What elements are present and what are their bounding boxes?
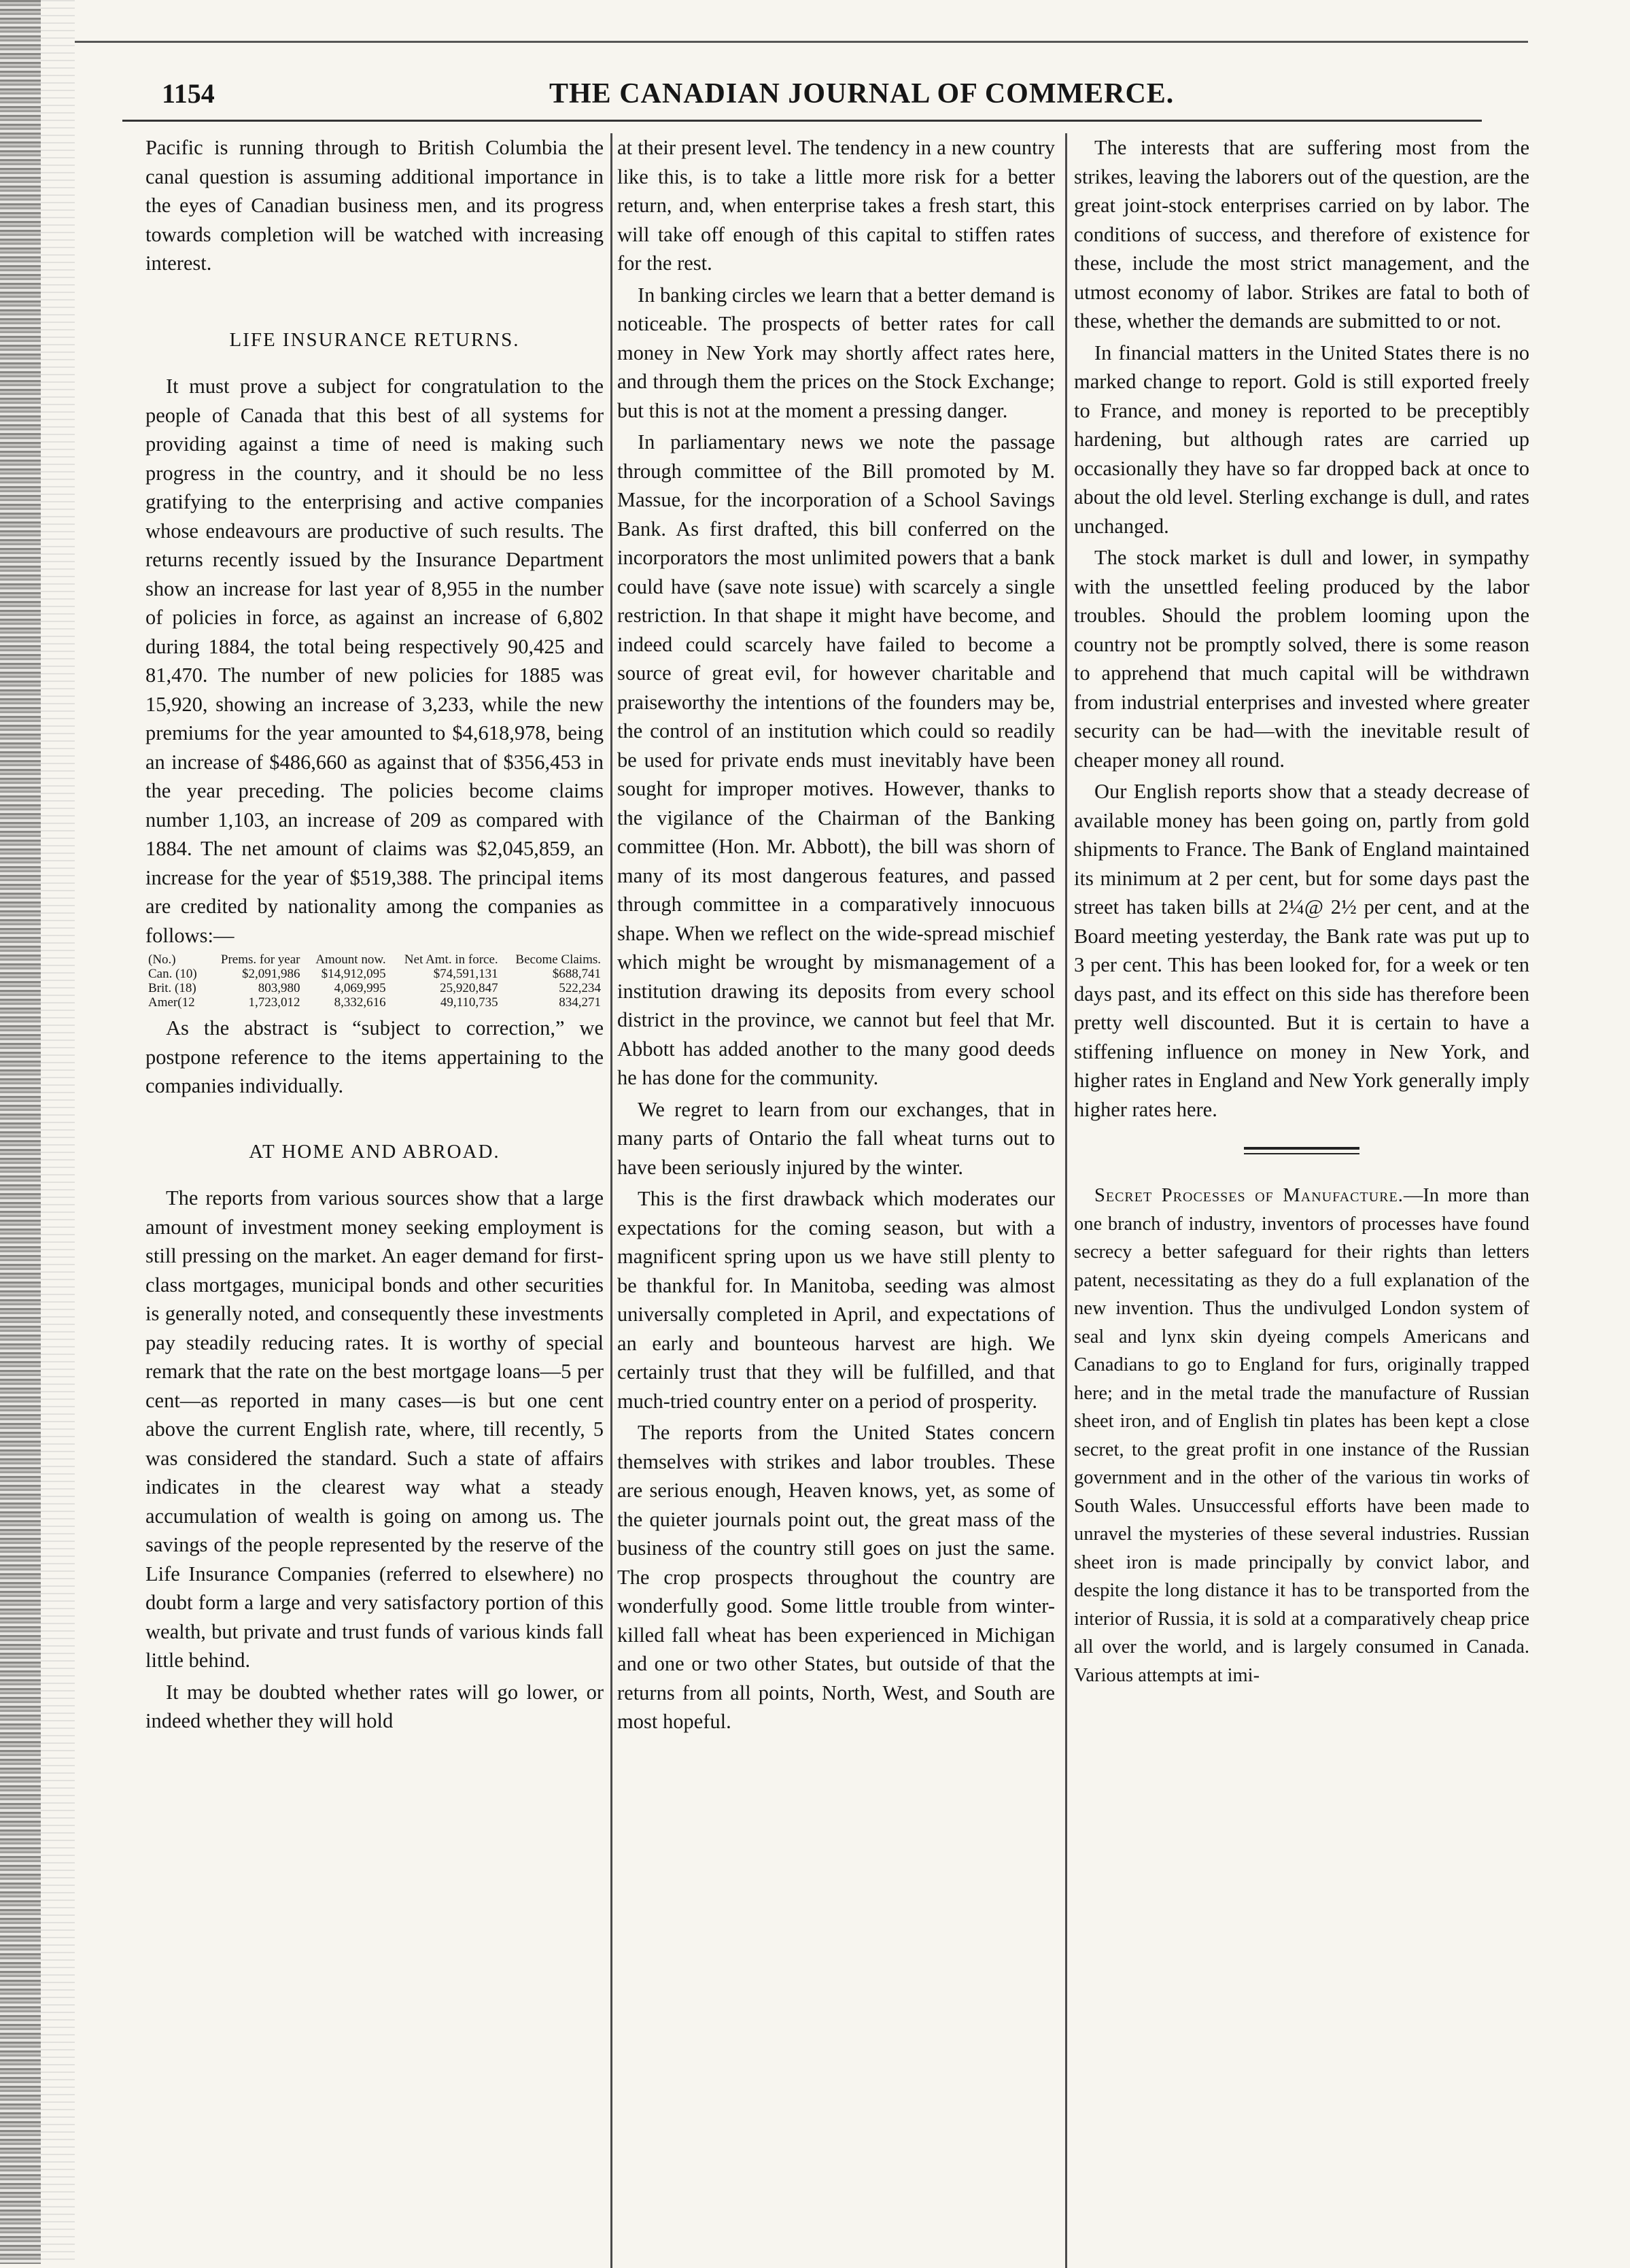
column-rule <box>610 133 612 2268</box>
header-rule <box>122 120 1482 122</box>
insurance-returns-table <box>145 952 604 1010</box>
paragraph-wheat: We regret to learn from our exchanges, that in many parts of Ontario the fall wheat turns out to have been seriously injured by the winter. <box>617 1097 1055 1179</box>
column-right <box>1074 133 1529 2241</box>
paragraph-abstract: As the abstract is “subject to correction,” we postpone reference to the items appertaining to the companies individually. <box>145 1016 604 1097</box>
table-header: Amount now. <box>315 952 386 967</box>
secret-processes-text: —In more than one branch of industry, inventors of processes have found secrecy a better safeguard for their rights than letters patent, necessitating as they do a full explanation of the new invention. Thus the undivulged London system of seal and lynx skin dyeing compels Americans and Canadians to go to England for furs, originally trapped here; and in the metal trade the manufacture of Russian sheet iron, and of English tin plates has been kept a close secret, to the great profit in one instance of the Russian government and in the other of the various tin works of South Wales. Unsuccessful efforts have been made to unravel the mysteries of these several industries. Russian sheet iron is made principally by convict labor, and despite the long distance it has to be transported from the interior of Russia, it is sold at a comparatively cheap price all over the world, and is largely consumed in Canada. Various attempts at imi- <box>1074 1185 1529 1686</box>
paragraph-rates-continued: at their present level. The tendency in a new country like this, is to take a little more risk for a better return, and, when enterprise takes a fresh start, this will take off enough of this capital to stiffen rates for the rest. <box>617 136 1055 275</box>
page-number: 1154 <box>162 78 215 109</box>
table-header: Prems. for year <box>220 952 300 967</box>
table-cell: 1,723,012 <box>248 995 300 1010</box>
page-top-edge <box>75 41 1528 43</box>
table-cell: 522,234 <box>559 981 601 995</box>
table-cell: 803,980 <box>258 981 300 995</box>
table-cell: 49,110,735 <box>440 995 498 1010</box>
column-middle <box>617 133 1055 2241</box>
table-cell: 834,271 <box>559 995 601 1010</box>
paragraph-banking: In banking circles we learn that a better demand is noticeable. The prospects of better rates for call money in New York may shortly affect rates here, and through them the prices on the Stock Exchange; but this is not at the moment a pressing danger. <box>617 283 1055 422</box>
paragraph-investment: The reports from various sources show that a large amount of investment money seeking employment is still pressing on the market. An eager demand for first-class mortgages, municipal bonds and other securities is generally noted, and consequently these investments pay steadily reducing rates. It is worthy of special remark that the rate on the best mortgage loans—5 per cent—as reported in many cases—is but one cent above the current English rate, where, till recently, 5 was considered the standard. Such a state of affairs indicates in the clearest way what a steady accumulation of wealth is going on among us. The savings of the people represented by the reserve of the Life Insurance Companies (referred to elsewhere) no doubt form a large and very satisfactory portion of this wealth, but private and trust funds of various kinds fall little behind. <box>145 1186 604 1672</box>
journal-title: THE CANADIAN JOURNAL OF COMMERCE. <box>549 78 1175 109</box>
page-header <box>162 78 1222 121</box>
section-heading-life-insurance: LIFE INSURANCE RETURNS. <box>229 328 520 351</box>
paragraph-financial: In financial matters in the United States there is no marked change to report. Gold is still exported freely to France, and money is reported to be preceptibly hardening, but although rates are carried up occasionally they have so far dropped back at once to about the old level. Sterling exchange is dull, and rates unchanged. <box>1074 341 1529 538</box>
column-rule <box>1065 133 1067 2268</box>
table-cell: Can. (10) <box>148 967 197 981</box>
secret-processes-heading: Secret Processes of Manufacture. <box>1094 1185 1404 1206</box>
paragraph-english-reports: Our English reports show that a steady decrease of available money has been going on, partly from gold shipments to France. The Bank of England maintained its minimum at 2 per cent, but for some days past the street has taken bills at 2¼@ 2½ per cent, and at the Board meeting yesterday, the Bank rate was put up to 3 per cent. This has been looked for, for a week or ten days past, and its effect on this side has therefore been pretty well discounted. But it is certain to have a stiffening influence on money in New York, and higher rates in England and New York generally imply higher rates here. <box>1074 780 1529 1121</box>
table-header: (No.) <box>148 952 176 967</box>
table-cell: 25,920,847 <box>440 981 498 995</box>
paragraph-drawback: This is the first drawback which moderates our expectations for the coming season, but with a magnificent spring upon us we have still plenty to be thankful for. In Manitoba, seeding was almost universally completed in April, and expectations of an early and bounteous harvest are high. We certainly trust that they will be fulfilled, and that much-tried country enter on a period of prosperity. <box>617 1187 1055 1413</box>
table-header: Become Claims. <box>515 952 601 967</box>
page-binding-edge <box>0 0 41 2264</box>
table-cell: $688,741 <box>552 967 601 981</box>
section-heading-home-abroad: AT HOME AND ABROAD. <box>249 1140 500 1163</box>
table-cell: Amer(12 <box>148 995 195 1010</box>
section-divider <box>1244 1147 1359 1154</box>
table-row <box>145 981 604 995</box>
table-header-row <box>145 952 604 967</box>
paragraph-stock-market: The stock market is dull and lower, in sympathy with the unsettled feeling produced by the labor troubles. Should the problem looming upon the country not be promptly solved, there is some reason to apprehend that much capital will be withdrawn from industrial enterprises and invested where greater security can be had—with the inevitable result of cheaper money all round. <box>1074 546 1529 772</box>
page-binding-shadow <box>41 0 75 2264</box>
table-row <box>145 995 604 1010</box>
paragraph-strikes: The interests that are suffering most from the strikes, leaving the laborers out of the question, are the great joint-stock enterprises carried on by labor. The conditions of success, and therefore of existence for these, include the most strict management, and the utmost economy of labor. Strikes are fatal to both of these, whether the demands are submitted to or not. <box>1074 136 1529 332</box>
paragraph-canal: Pacific is running through to British Columbia the canal question is assuming additional importance in the eyes of Canadian business men, and its progress towards completion will be watched with increasing interest. <box>145 136 604 275</box>
paragraph-rates: It may be doubted whether rates will go lower, or indeed whether they will hold <box>145 1680 604 1732</box>
paragraph-life-insurance: It must prove a subject for congratulation to the people of Canada that this best of all systems for providing against a time of need is making such progress in the country, and it should be no less gratifying to the enterprising and active companies whose endeavours are productive of such results. The returns recently issued by the Insurance Department show an increase for last year of 8,955 in the number of policies in force, as against an increase of 6,802 during 1884, the total being respectively 90,425 and 81,470. The number of new policies for 1885 was 15,920, showing an increase of 3,233, while the new premiums for the year amounted to $4,618,978, being an increase of $486,660 as against that of $356,453 in the year preceding. The policies become claims number 1,103, an increase of 209 as compared with 1884. The net amount of claims was $2,045,859, an increase for the year of $519,388. The principal items are credited by nationality among the companies as follows:— <box>145 375 604 947</box>
table-row <box>145 967 604 981</box>
table-header: Net Amt. in force. <box>404 952 498 967</box>
column-left <box>145 133 604 2241</box>
paragraph-united-states: The reports from the United States concern themselves with strikes and labor troubles. These are serious enough, Heaven knows, yet, as some of the quieter journals point out, the great mass of the business of the country still goes on just the same. The crop prospects throughout the country are wonderfully good. Some little trouble from winter-killed fall wheat has been experienced in Michigan and one or two other States, but outside of that the returns from all points, North, West, and South are most hopeful. <box>617 1421 1055 1733</box>
table-cell: $14,912,095 <box>321 967 386 981</box>
paragraph-parliament: In parliamentary news we note the passage through committee of the Bill promoted by M. Massue, for the incorporation of a School Savings Bank. As first drafted, this bill conferred on the incorporators the most unlimited powers that a bank could have (save note issue) with scarcely a single restriction. In that shape it might have become, and indeed could scarcely have failed to become a source of great evil, for however charitable and praiseworthy the intentions of the founders may be, the control of an institution which could so readily be used for private ends must inevitably have been sought for improper motives. However, thanks to the vigilance of the Chairman of the Banking committee (Hon. Mr. Abbott), the bill was shorn of many of its most dangerous features, and passed through committee in a comparatively innocuous shape. When we reflect on the wide-spread mischief which might be wrought by mismanagement of a institution drawing its deposits from every school district in the province, we cannot but feel that Mr. Abbott has added another to the many good deeds he has done for the community. <box>617 430 1055 1089</box>
table-cell: $74,591,131 <box>433 967 498 981</box>
paragraph-secret-processes <box>1074 1182 1529 1689</box>
table-cell: 8,332,616 <box>334 995 386 1010</box>
table-cell: $2,091,986 <box>242 967 300 981</box>
table-cell: Brit. (18) <box>148 981 196 995</box>
table-cell: 4,069,995 <box>334 981 386 995</box>
